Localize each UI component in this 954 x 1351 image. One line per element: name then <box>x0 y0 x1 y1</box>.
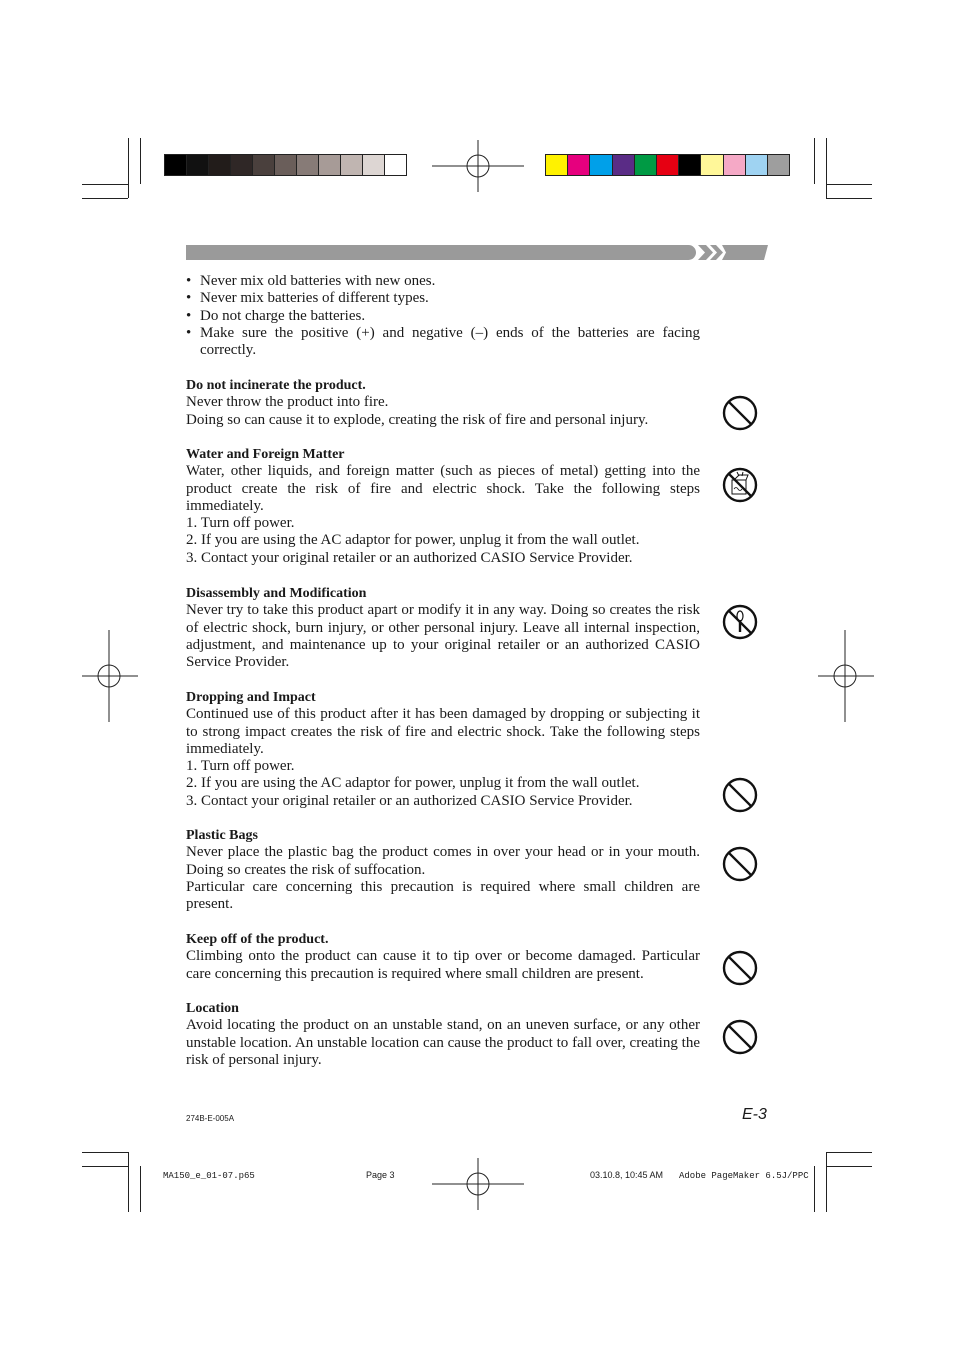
section-dropping <box>186 689 700 810</box>
color-swatch <box>634 154 657 176</box>
document-code: 274B-E-005A <box>186 1114 235 1123</box>
prohibition-icon <box>722 777 758 813</box>
section-plastic-bags <box>186 827 700 913</box>
color-swatch <box>678 154 701 176</box>
section-line: Climbing onto the product can cause it to tip over or become damaged. Particular care concerning this precaution is required where small children are present. <box>186 948 700 982</box>
color-swatch <box>612 154 635 176</box>
section-line: Particular care concerning this precaution is required where small children are present. <box>186 878 700 913</box>
bullet-item: • Never mix batteries of different types. <box>186 290 700 307</box>
bullet-item: • Do not charge the batteries. <box>186 308 700 325</box>
page-number: E-3 <box>742 1106 767 1123</box>
slug-application: Adobe PageMaker 6.5J/PPC <box>679 1171 809 1181</box>
section-incinerate <box>186 377 700 429</box>
section-line: Never try to take this product apart or modify it in any way. Doing so creates the risk of electric shock, burn injury, or other personal injury. Leave all internal inspection, adjustment, and maintenance up to your original retailer or an authorized CASIO Service Provider. <box>186 602 700 671</box>
bullet-item: • Never mix old batteries with new ones. <box>186 273 700 290</box>
registration-mark-bottom <box>432 1158 524 1210</box>
color-swatch <box>545 154 568 176</box>
slug-date: 03.10.8, 10:45 AM <box>590 1170 664 1180</box>
section-title: Location <box>186 1001 239 1016</box>
color-swatch <box>589 154 612 176</box>
step-item: 2. If you are using the AC adaptor for power, unplug it from the wall outlet. <box>186 775 640 792</box>
no-disassembly-icon <box>722 604 758 640</box>
step-item: 2. If you are using the AC adaptor for power, unplug it from the wall outlet. <box>186 532 640 549</box>
color-swatch <box>700 154 723 176</box>
bullet-item: • Make sure the positive (+) and negative (–) ends of the batteries are facing correctly. <box>186 325 700 360</box>
color-swatch <box>767 154 790 176</box>
color-swatch <box>230 154 253 176</box>
color-swatch <box>186 154 209 176</box>
registration-mark-right <box>818 630 874 722</box>
section-disassembly <box>186 585 700 671</box>
battery-bullet-list <box>186 273 700 359</box>
section-title: Disassembly and Modification <box>186 586 367 601</box>
section-water <box>186 446 700 567</box>
color-swatch <box>252 154 275 176</box>
color-swatch <box>723 154 746 176</box>
step-item: 1. Turn off power. <box>186 515 295 532</box>
prohibition-icon <box>722 395 758 431</box>
color-swatch <box>567 154 590 176</box>
color-swatch <box>362 154 385 176</box>
section-line: Continued use of this product after it has been damaged by dropping or subjecting it to strong impact creates the risk of fire and electric shock. Take the following steps immediately. <box>186 706 700 757</box>
slug-page: Page 3 <box>366 1170 395 1180</box>
step-item: 1. Turn off power. <box>186 758 295 775</box>
section-line: Never throw the product into fire. <box>186 394 389 411</box>
section-keep-off <box>186 931 700 983</box>
slug-filename: MA150_e_01-07.p65 <box>163 1171 255 1181</box>
section-title: Plastic Bags <box>186 828 258 843</box>
section-title: Dropping and Impact <box>186 690 316 705</box>
section-line: Avoid locating the product on an unstable stand, on an uneven surface, or any other unstable location. An unstable location can cause the product to fall over, creating the risk of personal injury. <box>186 1017 700 1068</box>
color-swatch <box>340 154 363 176</box>
color-swatch <box>656 154 679 176</box>
color-swatch <box>318 154 341 176</box>
color-swatch <box>384 154 407 176</box>
color-swatch <box>274 154 297 176</box>
no-liquid-icon <box>722 467 758 503</box>
section-title: Water and Foreign Matter <box>186 447 345 462</box>
section-line: Never place the plastic bag the product comes in over your head or in your mouth. Doing so creates the risk of suffocation. <box>186 844 700 878</box>
section-title: Do not incinerate the product. <box>186 378 366 393</box>
registration-mark-left <box>82 630 138 722</box>
step-item: 3. Contact your original retailer or an authorized CASIO Service Provider. <box>186 549 633 566</box>
color-swatch <box>164 154 187 176</box>
prohibition-icon <box>722 950 758 986</box>
step-item: 3. Contact your original retailer or an authorized CASIO Service Provider. <box>186 792 633 809</box>
registration-mark-top <box>432 140 524 192</box>
color-swatch <box>745 154 768 176</box>
prohibition-icon <box>722 1019 758 1055</box>
section-title: Keep off of the product. <box>186 932 329 947</box>
color-swatch <box>296 154 319 176</box>
color-swatch <box>208 154 231 176</box>
section-line: Water, other liquids, and foreign matter (such as pieces of metal) getting into the product create the risk of fire and electric shock. Take the following steps immediately. <box>186 463 700 514</box>
prohibition-icon <box>722 846 758 882</box>
section-location <box>186 1000 700 1069</box>
section-line: Doing so can cause it to explode, creating the risk of fire and personal injury. <box>186 411 649 428</box>
